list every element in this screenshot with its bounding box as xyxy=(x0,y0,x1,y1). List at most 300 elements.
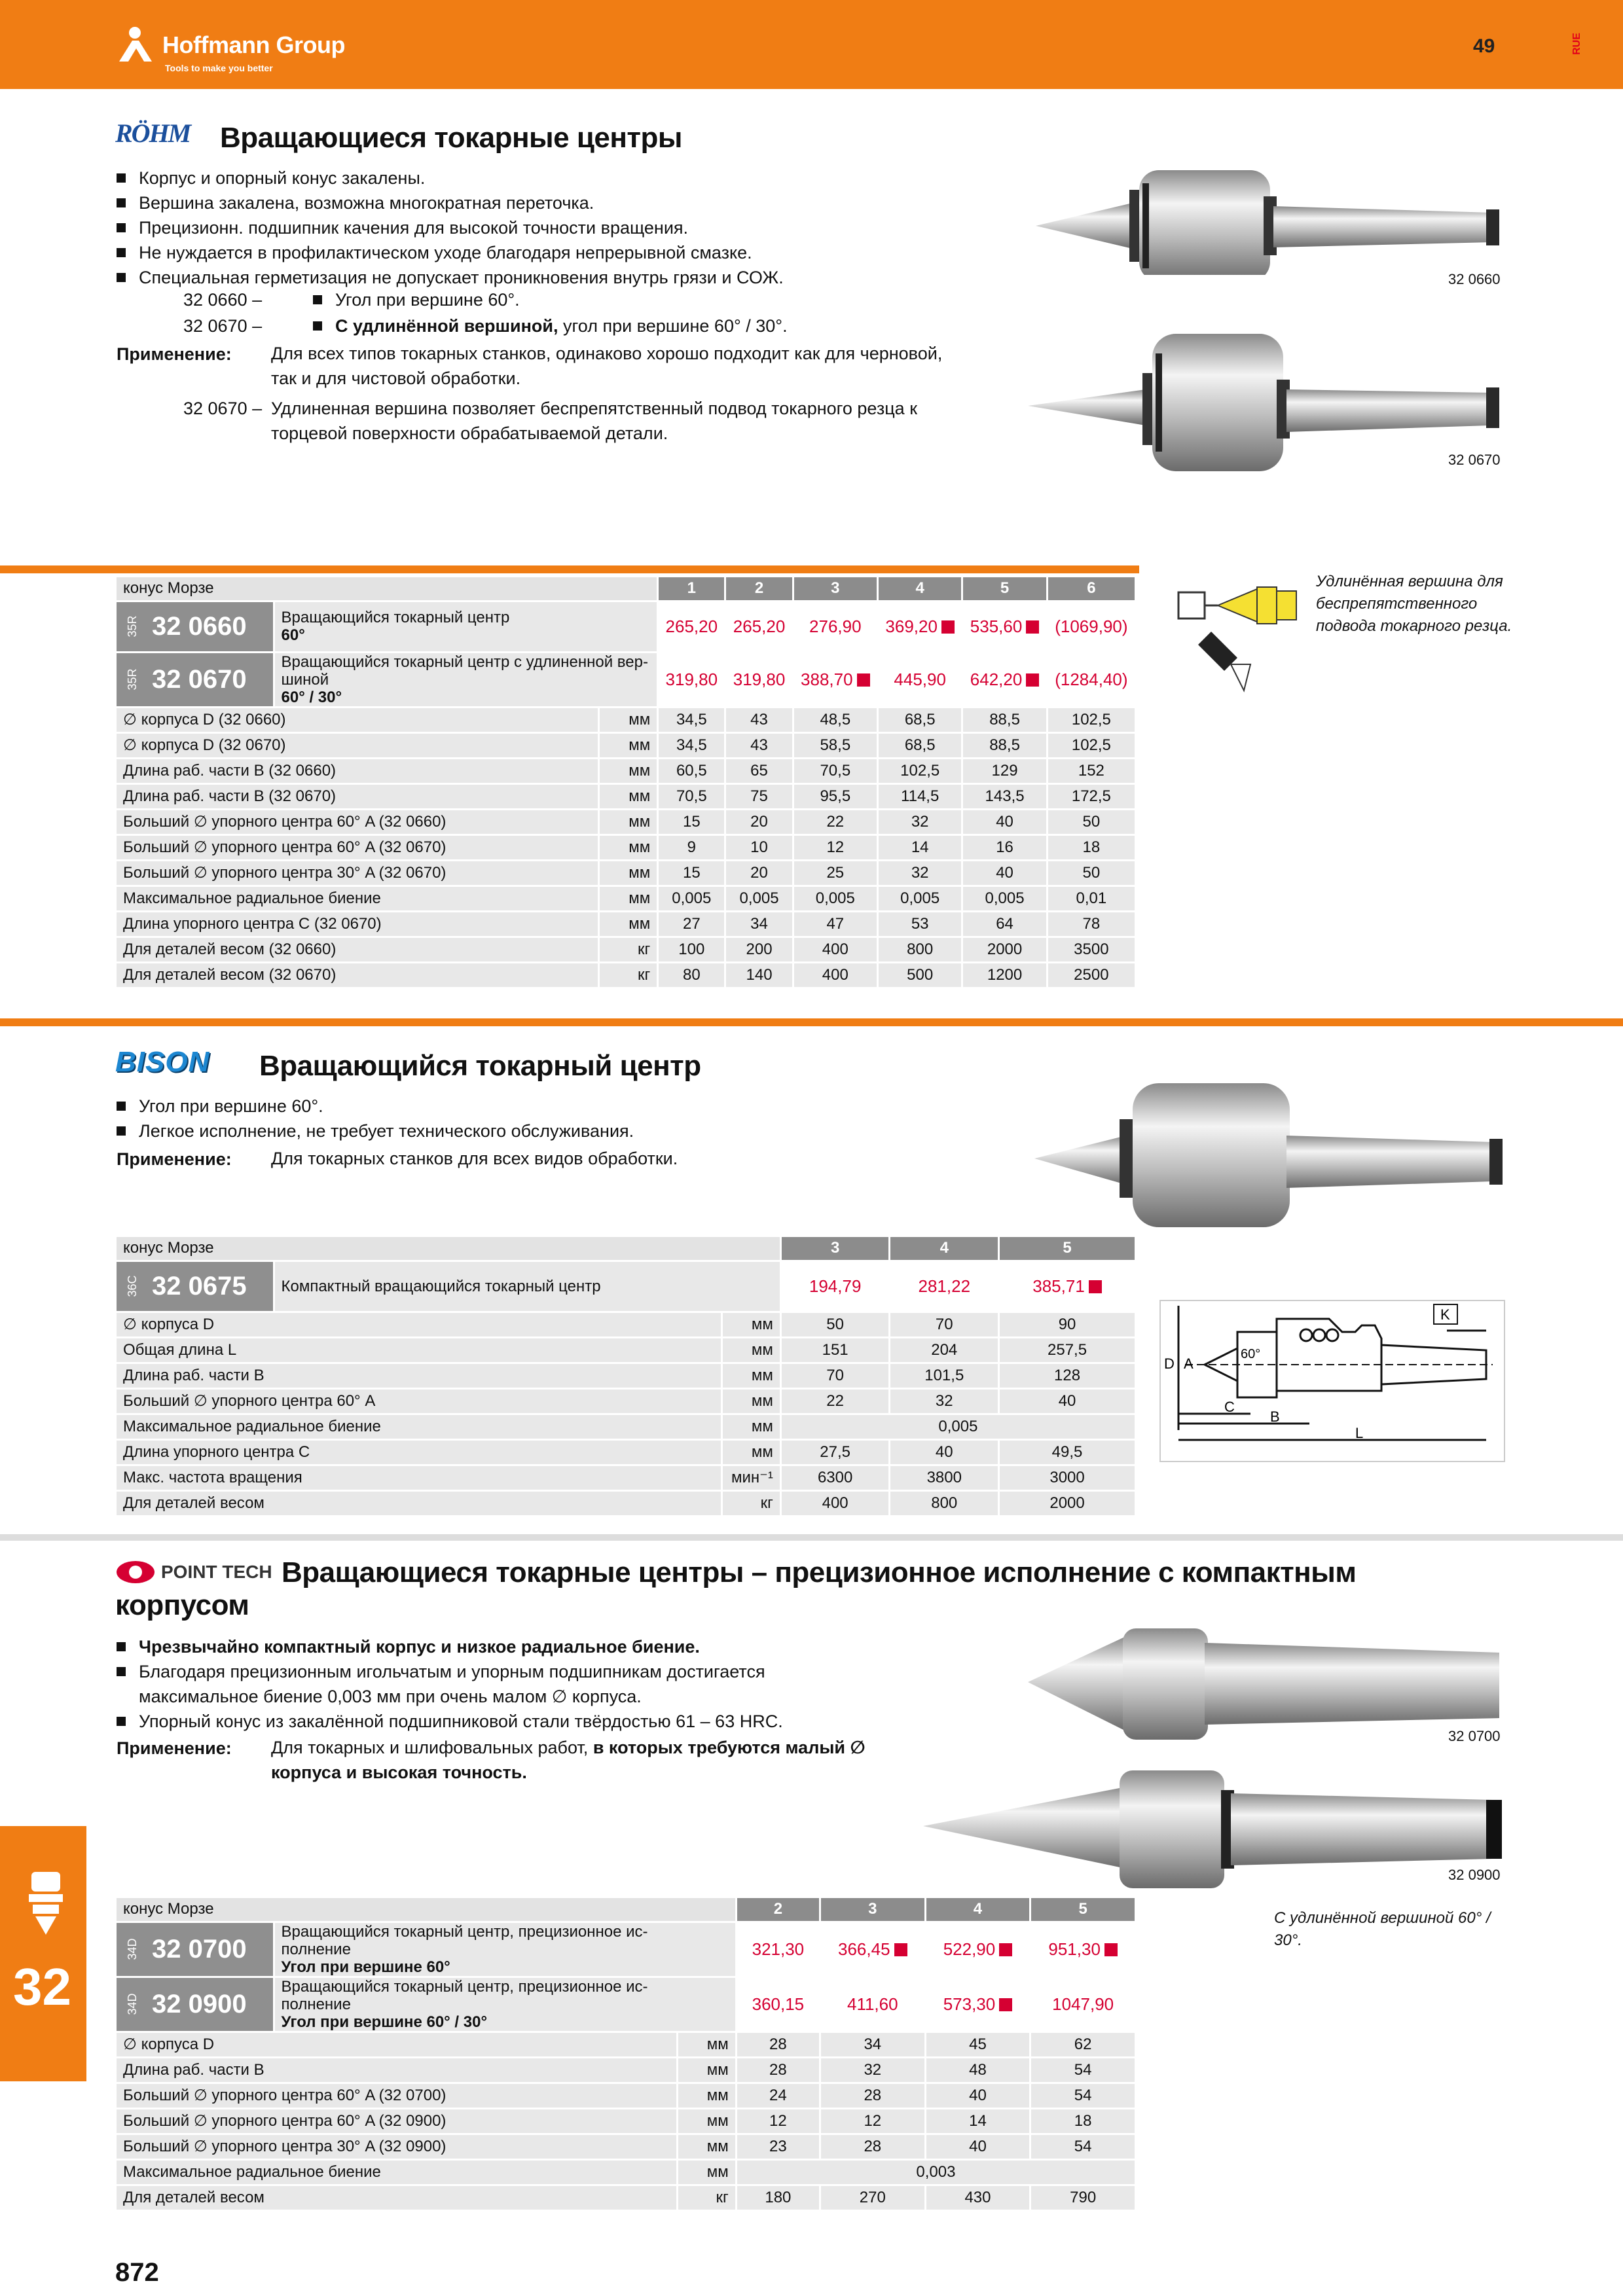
image-caption: 32 0660 xyxy=(1448,271,1501,287)
image-caption: 32 0670 xyxy=(1448,452,1501,468)
price-cell xyxy=(736,1977,820,2032)
price-cell xyxy=(878,601,962,652)
section-divider xyxy=(0,1534,1623,1541)
spec-value: 68,5 xyxy=(878,707,962,732)
spec-value: 34,5 xyxy=(658,732,725,758)
spec-value: 40 xyxy=(962,860,1047,886)
spec-unit: кг xyxy=(677,2185,736,2210)
price-cell xyxy=(820,1922,925,1977)
product-row xyxy=(117,652,1136,707)
description-line: Вращающийся токарный центр xyxy=(281,609,510,626)
spec-unit: кг xyxy=(599,937,658,962)
spec-value: 70 xyxy=(780,1363,890,1388)
spec-value: 3500 xyxy=(1047,937,1135,962)
spec-value: 62 xyxy=(1030,2032,1136,2057)
spec-value: 54 xyxy=(1030,2134,1136,2159)
spec-row xyxy=(117,886,1136,911)
illustration-note: Удлинённая вершина для беспрепятственного подвода токарного резца. xyxy=(1316,573,1512,635)
spec-value: 0,005 xyxy=(878,886,962,911)
article-number xyxy=(117,601,274,652)
price-value: 1047,90 xyxy=(1052,1994,1114,2014)
spec-label: Больший ∅ упорного центра 60° A (32 0700) xyxy=(117,2083,677,2108)
spec-value: 500 xyxy=(878,962,962,988)
spec-row xyxy=(117,2057,1136,2083)
spec-unit: мм xyxy=(599,783,658,809)
price-cell xyxy=(1030,1922,1136,1977)
spec-value: 0,005 xyxy=(725,886,793,911)
rohm-spec-table xyxy=(117,577,1137,989)
application-text: Для всех типов токарных станков, одинаково хорошо подходит как для черновой, xyxy=(271,344,943,363)
spec-value: 102,5 xyxy=(878,758,962,783)
spec-unit: мм xyxy=(599,809,658,834)
description-bold: Угол при вершине 60° xyxy=(281,1958,450,1976)
spec-value: 43 xyxy=(725,732,793,758)
spec-value: 140 xyxy=(725,962,793,988)
price-value: (1284,40) xyxy=(1055,669,1128,689)
stock-marker xyxy=(1026,673,1039,687)
spec-value: 28 xyxy=(736,2057,820,2083)
spec-value: 18 xyxy=(1030,2108,1136,2134)
variant-text: Угол при вершине 60°. xyxy=(313,288,520,312)
application-text: Для токарных станков для всех видов обработки. xyxy=(271,1149,678,1168)
spec-row xyxy=(117,707,1136,732)
spec-row xyxy=(117,758,1136,783)
spec-unit: мм xyxy=(599,758,658,783)
stock-marker xyxy=(857,673,870,687)
price-cell xyxy=(820,1977,925,2032)
group-code: 36C xyxy=(126,1275,139,1297)
stock-marker xyxy=(894,1943,907,1956)
product-description xyxy=(274,601,658,652)
pointtech-spec-table xyxy=(117,1898,1137,2212)
spec-unit: мм xyxy=(721,1388,780,1414)
stock-marker xyxy=(999,1943,1012,1956)
spec-value: 143,5 xyxy=(962,783,1047,809)
spec-value: 28 xyxy=(736,2032,820,2057)
spec-unit: мм xyxy=(599,911,658,937)
article-code: 32 0670 xyxy=(152,664,247,694)
article-code: 32 0675 xyxy=(152,1271,247,1300)
stock-marker xyxy=(1104,1943,1118,1956)
spec-label: Длина раб. части B (32 0670) xyxy=(117,783,599,809)
pointtech-logo: POINT TECH xyxy=(161,1562,272,1582)
product-row xyxy=(117,1977,1136,2032)
price-value: 366,45 xyxy=(838,1939,890,1959)
spec-row xyxy=(117,1312,1136,1337)
description-bold: 60° / 30° xyxy=(281,688,342,706)
spec-row xyxy=(117,834,1136,860)
spec-label: Максимальное радиальное биение xyxy=(117,1414,721,1439)
stock-marker xyxy=(941,620,955,634)
size-header: 6 xyxy=(1047,577,1135,601)
spec-row xyxy=(117,1439,1136,1465)
language-code: RUE xyxy=(1571,33,1582,55)
spec-value: 3800 xyxy=(890,1465,999,1490)
size-header: 2 xyxy=(736,1898,820,1922)
spec-value: 400 xyxy=(780,1490,890,1516)
spec-value: 40 xyxy=(999,1388,1136,1414)
spec-value: 0,005 xyxy=(793,886,877,911)
spec-value: 88,5 xyxy=(962,707,1047,732)
spec-unit: мм xyxy=(721,1312,780,1337)
spec-value: 204 xyxy=(890,1337,999,1363)
spec-unit: кг xyxy=(599,962,658,988)
size-header: 4 xyxy=(925,1898,1030,1922)
hoffmann-logo-text: Hoffmann Group xyxy=(162,31,345,58)
price-value: 281,22 xyxy=(918,1276,971,1296)
spec-value: 16 xyxy=(962,834,1047,860)
section-divider xyxy=(0,1018,1623,1026)
spec-label: Длина упорного центра C xyxy=(117,1439,721,1465)
spec-value: 3000 xyxy=(999,1465,1136,1490)
pointtech-logo-icon xyxy=(115,1559,156,1585)
spec-value: 101,5 xyxy=(890,1363,999,1388)
spec-value: 48 xyxy=(925,2057,1030,2083)
price-value: 388,70 xyxy=(801,669,853,689)
price-cell xyxy=(658,652,725,707)
spec-value: 32 xyxy=(820,2057,925,2083)
live-center-320670-image xyxy=(1028,327,1512,478)
article-number xyxy=(117,1261,274,1312)
illustration-note: С удлинённой вершиной 60° / 30°. xyxy=(1274,1909,1491,1949)
spec-label: Больший ∅ упорного центра 60° A (32 0670) xyxy=(117,834,599,860)
spec-value: 0,003 xyxy=(736,2159,1135,2185)
description-line: Вращающийся токарный центр, прецизионное ис- xyxy=(281,1922,648,1941)
spec-row xyxy=(117,1414,1136,1439)
hoffmann-logo-icon xyxy=(117,24,164,63)
spec-value: 28 xyxy=(820,2083,925,2108)
spec-label: Длина раб. части B (32 0660) xyxy=(117,758,599,783)
group-code: 34D xyxy=(126,1993,139,2015)
application-text: торцевой поверхности обрабатываемой детали. xyxy=(271,423,668,443)
spec-value: 34,5 xyxy=(658,707,725,732)
spec-unit: мм xyxy=(599,860,658,886)
spec-value: 64 xyxy=(962,911,1047,937)
pointtech-section-title: Вращающиеся токарные центры – прецизионное исполнение с компактным xyxy=(282,1556,1357,1588)
pointtech-bullet: Благодаря прецизионным игольчатым и упорным подшипникам достигается xyxy=(117,1660,765,1683)
bison-bullet: Угол при вершине 60°. xyxy=(117,1094,323,1118)
spec-value: 2500 xyxy=(1047,962,1135,988)
hoffmann-tagline: Tools to make you better xyxy=(165,63,273,73)
pointtech-section-title: корпусом xyxy=(115,1589,249,1621)
spec-value: 0,01 xyxy=(1047,886,1135,911)
spec-value: 48,5 xyxy=(793,707,877,732)
morse-taper-header: конус Морзе xyxy=(117,1898,736,1922)
spec-row xyxy=(117,2108,1136,2134)
size-header: 3 xyxy=(820,1898,925,1922)
morse-taper-header: конус Морзе xyxy=(117,1237,780,1261)
spec-value: 128 xyxy=(999,1363,1136,1388)
bison-spec-table xyxy=(117,1237,1137,1517)
size-header: 1 xyxy=(658,577,725,601)
price-cell xyxy=(725,601,793,652)
price-value: 445,90 xyxy=(894,669,946,689)
spec-label: Для деталей весом (32 0660) xyxy=(117,937,599,962)
pointtech-bullet-cont: максимальное биение 0,003 мм при очень малом ∅ корпуса. xyxy=(139,1687,642,1706)
application-label: Применение: xyxy=(117,1149,232,1169)
variant-code: 32 0660 – xyxy=(183,290,263,310)
spec-value: 75 xyxy=(725,783,793,809)
article-number xyxy=(117,1922,274,1977)
technical-drawing xyxy=(1159,1299,1506,1463)
group-code: 35R xyxy=(126,615,139,637)
spec-value: 34 xyxy=(820,2032,925,2057)
spec-value: 12 xyxy=(793,834,877,860)
spec-value: 14 xyxy=(925,2108,1030,2134)
image-caption: 32 0700 xyxy=(1448,1728,1501,1744)
drawing-label-k: K xyxy=(1440,1306,1450,1323)
price-cell xyxy=(658,601,725,652)
spec-value: 12 xyxy=(820,2108,925,2134)
spec-label: Для деталей весом xyxy=(117,2185,677,2210)
product-row xyxy=(117,1261,1136,1312)
drawing-label-l: L xyxy=(1355,1425,1364,1441)
page-number: 872 xyxy=(115,2258,159,2287)
morse-taper-header: конус Морзе xyxy=(117,577,658,601)
spec-value: 43 xyxy=(725,707,793,732)
application-text: корпуса и высокая точность. xyxy=(271,1763,527,1782)
spec-label: Больший ∅ упорного центра 60° A xyxy=(117,1388,721,1414)
spec-value: 40 xyxy=(890,1439,999,1465)
price-cell xyxy=(890,1261,999,1312)
price-value: 522,90 xyxy=(943,1939,996,1959)
size-header: 4 xyxy=(878,577,962,601)
spec-value: 45 xyxy=(925,2032,1030,2057)
section-divider xyxy=(0,565,1139,573)
spec-value: 800 xyxy=(890,1490,999,1516)
spec-value: 0,005 xyxy=(780,1414,1135,1439)
spec-value: 790 xyxy=(1030,2185,1136,2210)
article-number xyxy=(117,1977,274,2032)
size-header: 2 xyxy=(725,577,793,601)
spec-label: Длина раб. части B xyxy=(117,2057,677,2083)
spec-value: 2000 xyxy=(962,937,1047,962)
description-line: шиной xyxy=(281,670,329,689)
spec-value: 257,5 xyxy=(999,1337,1136,1363)
spec-value: 88,5 xyxy=(962,732,1047,758)
spec-value: 180 xyxy=(736,2185,820,2210)
spec-value: 50 xyxy=(1047,860,1135,886)
spec-value: 14 xyxy=(878,834,962,860)
spec-row xyxy=(117,2185,1136,2210)
spec-value: 60,5 xyxy=(658,758,725,783)
spec-value: 172,5 xyxy=(1047,783,1135,809)
spec-value: 100 xyxy=(658,937,725,962)
spec-value: 47 xyxy=(793,911,877,937)
price-cell xyxy=(1047,652,1135,707)
price-value: 411,60 xyxy=(847,1994,898,2014)
spec-value: 151 xyxy=(780,1337,890,1363)
stock-marker xyxy=(999,1998,1012,2011)
description-bold: Угол при вершине 60° / 30° xyxy=(281,2013,488,2031)
spec-row xyxy=(117,962,1136,988)
price-cell xyxy=(1030,1977,1136,2032)
group-code: 35R xyxy=(126,668,139,691)
spec-label: ∅ корпуса D xyxy=(117,2032,677,2057)
spec-value: 15 xyxy=(658,860,725,886)
spec-value: 20 xyxy=(725,860,793,886)
price-cell xyxy=(736,1922,820,1977)
article-code: 32 0900 xyxy=(152,1989,247,2018)
spec-value: 114,5 xyxy=(878,783,962,809)
spec-row xyxy=(117,2134,1136,2159)
spec-value: 400 xyxy=(793,962,877,988)
product-description: Компактный вращающийся токарный центр xyxy=(274,1261,780,1312)
spec-row xyxy=(117,2159,1136,2185)
price-cell xyxy=(793,652,877,707)
spec-unit: мм xyxy=(721,1363,780,1388)
spec-value: 200 xyxy=(725,937,793,962)
price-value: 319,80 xyxy=(733,669,786,689)
spec-value: 400 xyxy=(793,937,877,962)
size-header: 5 xyxy=(962,577,1047,601)
pointtech-bullet: Чрезвычайно компактный корпус и низкое радиальное биение. xyxy=(117,1635,700,1659)
description-bold: 60° xyxy=(281,626,305,644)
spec-label: ∅ корпуса D (32 0670) xyxy=(117,732,599,758)
spec-row xyxy=(117,2083,1136,2108)
lathe-center-icon xyxy=(20,1865,72,1937)
price-cell xyxy=(999,1261,1136,1312)
size-header: 4 xyxy=(890,1237,999,1261)
drawing-label-c: C xyxy=(1224,1399,1235,1415)
rohm-bullet: Не нуждается в профилактическом уходе благодаря непрерывной смазке. xyxy=(117,241,752,264)
price-value: 573,30 xyxy=(943,1994,996,2014)
spec-value: 15 xyxy=(658,809,725,834)
spec-row xyxy=(117,1490,1136,1516)
spec-unit: мм xyxy=(677,2159,736,2185)
price-cell xyxy=(878,652,962,707)
spec-value: 49,5 xyxy=(999,1439,1136,1465)
spec-unit: мм xyxy=(721,1439,780,1465)
size-header: 3 xyxy=(793,577,877,601)
pointtech-bullet: Упорный конус из закалённой подшипниковой стали твёрдостью 61 – 63 HRC. xyxy=(117,1710,783,1733)
spec-unit: мм xyxy=(677,2083,736,2108)
application-text: Удлиненная вершина позволяет беспрепятственный подвод токарного резца к xyxy=(271,399,918,418)
variant-code: 32 0670 – xyxy=(183,399,263,418)
spec-value: 24 xyxy=(736,2083,820,2108)
drawing-label-b: B xyxy=(1270,1408,1280,1425)
spec-unit: мм xyxy=(677,2134,736,2159)
price-value: 194,79 xyxy=(809,1276,862,1296)
price-value: 319,80 xyxy=(665,669,718,689)
spec-value: 152 xyxy=(1047,758,1135,783)
spec-value: 27,5 xyxy=(780,1439,890,1465)
price-value: 276,90 xyxy=(809,616,862,636)
spec-unit: мм xyxy=(677,2032,736,2057)
chapter-number: 32 xyxy=(13,1958,71,2016)
spec-value: 25 xyxy=(793,860,877,886)
price-cell xyxy=(725,652,793,707)
cutter-illustration xyxy=(1172,573,1303,704)
spec-value: 27 xyxy=(658,911,725,937)
spec-label: Больший ∅ упорного центра 30° A (32 0670) xyxy=(117,860,599,886)
price-value: 360,15 xyxy=(752,1994,805,2014)
spec-value: 32 xyxy=(878,860,962,886)
product-description xyxy=(274,652,658,707)
live-center-320900-image xyxy=(917,1761,1519,1898)
spec-value: 102,5 xyxy=(1047,707,1135,732)
spec-unit: мм xyxy=(599,707,658,732)
stock-marker xyxy=(1026,620,1039,634)
spec-unit: мм xyxy=(721,1414,780,1439)
image-caption: 32 0900 xyxy=(1448,1867,1501,1883)
rohm-logo: RÖHM xyxy=(115,118,191,148)
spec-value: 95,5 xyxy=(793,783,877,809)
price-cell xyxy=(1047,601,1135,652)
stock-marker xyxy=(1089,1280,1102,1293)
spec-value: 23 xyxy=(736,2134,820,2159)
spec-unit: мм xyxy=(677,2057,736,2083)
size-header: 3 xyxy=(780,1237,890,1261)
spec-label: Для деталей весом (32 0670) xyxy=(117,962,599,988)
product-row xyxy=(117,601,1136,652)
spec-value: 28 xyxy=(820,2134,925,2159)
chapter-tab[interactable] xyxy=(0,1826,86,2081)
spec-value: 70,5 xyxy=(793,758,877,783)
spec-value: 78 xyxy=(1047,911,1135,937)
spec-value: 0,005 xyxy=(962,886,1047,911)
price-value: 385,71 xyxy=(1032,1276,1085,1296)
spec-row xyxy=(117,1337,1136,1363)
spec-value: 102,5 xyxy=(1047,732,1135,758)
rohm-section-title: Вращающиеся токарные центры xyxy=(220,122,682,154)
spec-value: 0,005 xyxy=(658,886,725,911)
spec-value: 90 xyxy=(999,1312,1136,1337)
chapter-page-number: 49 xyxy=(1473,35,1495,57)
group-code: 34D xyxy=(126,1938,139,1960)
spec-row xyxy=(117,2032,1136,2057)
variant-code: 32 0670 – xyxy=(183,316,263,336)
spec-row xyxy=(117,732,1136,758)
spec-value: 34 xyxy=(725,911,793,937)
spec-row xyxy=(117,1363,1136,1388)
price-cell xyxy=(962,652,1047,707)
price-cell xyxy=(925,1977,1030,2032)
price-value: 642,20 xyxy=(970,669,1023,689)
spec-label: Общая длина L xyxy=(117,1337,721,1363)
size-header: 5 xyxy=(999,1237,1136,1261)
price-value: 265,20 xyxy=(665,616,718,636)
live-center-320675-image xyxy=(1028,1073,1512,1237)
spec-value: 50 xyxy=(1047,809,1135,834)
spec-value: 68,5 xyxy=(878,732,962,758)
drawing-label-a: A xyxy=(1184,1355,1194,1372)
bison-bullet: Легкое исполнение, не требует технического обслуживания. xyxy=(117,1119,634,1143)
article-code: 32 0700 xyxy=(152,1934,247,1964)
live-center-320700-image xyxy=(1021,1617,1519,1748)
spec-unit: мин⁻¹ xyxy=(721,1465,780,1490)
spec-value: 53 xyxy=(878,911,962,937)
spec-value: 430 xyxy=(925,2185,1030,2210)
spec-value: 270 xyxy=(820,2185,925,2210)
spec-label: Больший ∅ упорного центра 60° A (32 0900) xyxy=(117,2108,677,2134)
spec-row xyxy=(117,1388,1136,1414)
spec-value: 80 xyxy=(658,962,725,988)
rohm-bullet: Корпус и опорный конус закалены. xyxy=(117,166,425,190)
application-text: Для токарных и шлифовальных работ, в которых требуются малый ∅ xyxy=(271,1738,866,1757)
spec-value: 32 xyxy=(890,1388,999,1414)
spec-value: 70,5 xyxy=(658,783,725,809)
bison-logo: BISON xyxy=(115,1046,210,1078)
article-code: 32 0660 xyxy=(152,611,247,641)
spec-value: 65 xyxy=(725,758,793,783)
spec-unit: мм xyxy=(599,732,658,758)
spec-value: 2000 xyxy=(999,1490,1136,1516)
spec-row xyxy=(117,860,1136,886)
spec-label: Длина раб. части B xyxy=(117,1363,721,1388)
price-cell xyxy=(780,1261,890,1312)
spec-value: 6300 xyxy=(780,1465,890,1490)
